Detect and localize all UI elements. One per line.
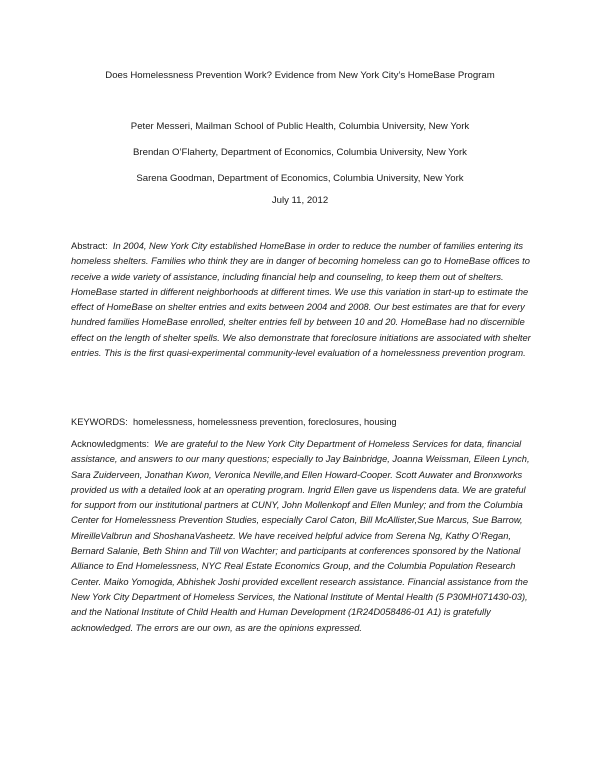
acknowledgments-label: Acknowledgments: <box>71 439 150 449</box>
author-line: Brendan O’Flaherty, Department of Economics, Columbia University, New York <box>133 147 467 158</box>
acknowledgments-section <box>71 437 533 636</box>
acknowledgments-text: We are grateful to the New York City Department of Homeless Services for data, financial assistance, and answers to our many questions; especially to Jay Bainbridge, Joanna Weissman, Eileen Lynch, Sara Zuiderveen, Jonathan Kwon, Veronica Neville,and Ellen Howard-Cooper. Scott Auwater and Bronxworks provided us with a detailed look at an operating program. Ingrid Ellen gave us lispendens data. We are grateful for support from our institutional partners at CUNY, John Mollenkopf and Ellen Munley; and from the Columbia Center for Homelessness Prevention Studies, especially Carol Caton, Bill McAllister,Sue Marcus, Sue Barrow, MireilleValbrun and ShoshanaVasheetz. We have received helpful advice from Serena Ng, Kathy O’Regan, Bernard Salanie, Beth Shinn and Till von Wachter; and participants at conferences sponsored by the National Alliance to End Homelessness, NYC Real Estate Economics Group, and the Columbia Population Research Center. Maiko Yomogida, Abhishek Joshi provided excellent research assistance. Financial assistance from the New York City Department of Homeless Services, the National Institute of Mental Health (5 P30MH071430-03), and the National Institute of Child Health and Human Development (1R24D058486-01 A1) is gratefully acknowledged. The errors are our own, as are the opinions expressed. <box>71 439 530 633</box>
paper-date: July 11, 2012 <box>271 195 329 206</box>
author-list <box>0 121 600 199</box>
paper-title: Does Homelessness Prevention Work? Evidence from New York City’s HomeBase Program <box>105 70 495 81</box>
author-line: Sarena Goodman, Department of Economics, Columbia University, New York <box>136 173 464 184</box>
abstract-label: Abstract: <box>71 241 108 251</box>
author-line: Peter Messeri, Mailman School of Public Health, Columbia University, New York <box>130 121 470 132</box>
keywords-text: homelessness, homelessness prevention, foreclosures, housing <box>133 417 397 427</box>
abstract-section <box>71 239 533 361</box>
abstract-text: In 2004, New York City established HomeBase in order to reduce the number of families entering its homeless shelters. Families who think they are in danger of becoming homeless can go to HomeBase offices to receive a wide variety of assistance, including financial help and counseling, to keep them out of shelters. HomeBase started in different neighborhoods at different times. We use this variation in start-up to estimate the effect of HomeBase on shelter entries and exits between 2004 and 2008. Our best estimates are that for every hundred families HomeBase enrolled, shelter entries fell by between 10 and 20. HomeBase had no discernible effect on the length of shelter spells. We also demonstrate that foreclosure initiations are associated with shelter entries. This is the first quasi-experimental community-level evaluation of a homelessness prevention program. <box>71 241 531 359</box>
keywords-label: KEYWORDS: <box>71 417 128 427</box>
keywords-section <box>71 415 533 430</box>
